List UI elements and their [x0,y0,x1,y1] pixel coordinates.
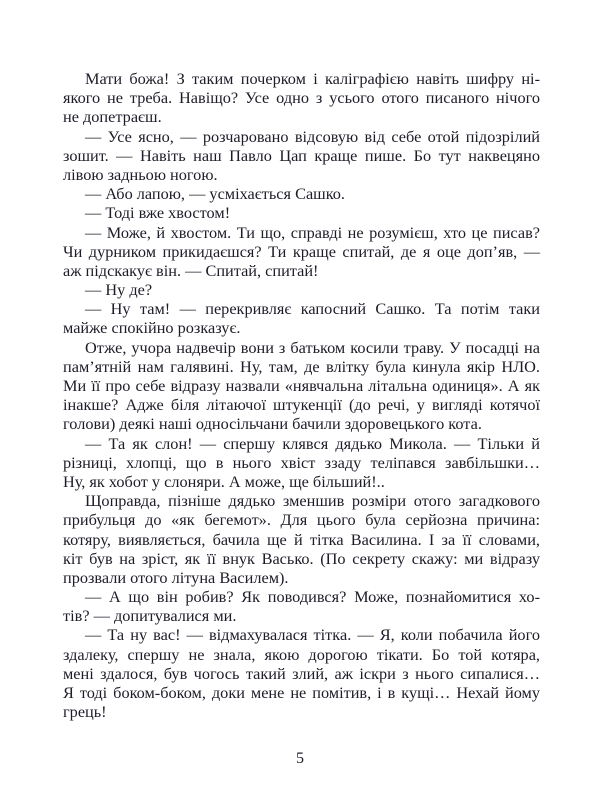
text-line: — Може, й хвостом. Ти що, справді не розумієш, хто це писав? [85,222,540,242]
text-line: тів? — допитувалися ми. [63,606,237,626]
paragraph [63,69,540,127]
text-line: мені здалося, був чогось такий злий, аж іскри з нього сипалися… [63,663,540,683]
paragraph [63,127,540,185]
text-line: аж підскакує він. — Спитай, спитай! [63,260,319,280]
text-line: — Усе ясно, — розчаровано відсовую від себе отой підозрілий [85,126,540,146]
text-line: різниці, хлопці, що в нього хвіст ззаду теліпався завбільшки… [63,452,540,472]
page-number: 5 [296,750,304,767]
paragraph [63,338,540,434]
text-line: пам’ятній нам галявині. Ну, там, де влітку була кинула якір НЛО. [63,356,540,376]
text-line: майже спокійно розказує. [63,318,241,338]
paragraph [63,491,540,587]
text-line: лівою задньою ногою. [63,164,218,184]
text-line: Ми її про себе відразу назвали «нявчальна літальна одиниця». А як [63,376,540,395]
text-line: — Тоді вже хвостом! [85,203,231,223]
page-body-text [63,69,540,721]
paragraph [63,184,540,203]
text-line: Ну, як хобот у слоняри. А може, ще більший!.. [63,471,385,491]
text-line: Щоправда, пізніше дядько зменшив розміри отого загадкового [85,491,540,511]
text-line: кіт був на зріст, як її внук Васько. (По секрету скажу: ми відразу [63,548,540,568]
text-line: Я тоді боком-боком, доки мене не помітив, і в кущі… Нехай йому [63,683,540,702]
text-line: — Та ну вас! — відмахувалася тітка. — Я, коли побачила його [85,625,540,645]
text-line: Отже, учора надвечір вони з батьком косили траву. У посадці на [85,337,540,357]
text-line: — Ну де? [85,280,153,300]
text-line: грець! [63,702,107,722]
text-line: прибульця до «як бегемот». Для цього була серйозна причина: [63,510,540,530]
text-line: прозвали отого літуна Василем). [63,567,289,587]
text-line: зошит. — Навіть наш Павло Цап краще пише. Бо тут наквецяно [63,145,540,165]
text-line: — Та як слон! — спершу клявся дядько Микола. — Тільки й [85,433,540,453]
text-line: — Ну там! — перекривляє капосний Сашко. Та потім таки [85,299,540,319]
text-line: — А що він робив? Як поводився? Може, познайомитися хо- [85,587,540,607]
text-line: Мати божа! З таким почерком і каліграфією навіть шифру ні- [85,69,540,88]
paragraph [63,203,540,222]
text-line: не допетраєш. [63,107,162,127]
paragraph [63,625,540,721]
text-line: — Або лапою, — усміхається Сашко. [85,184,345,204]
text-line: котяру, виявляється, бачила ще й тітка Василина. І за її словами, [63,529,540,549]
text-line: голови) деякі наші односільчани бачили здоровецького кота. [63,414,482,434]
paragraph [63,223,540,281]
paragraph [63,587,540,625]
text-line: Чи дурником прикидаєшся? Ти краще спитай, де я оце доп’яв, — [63,241,540,261]
text-line: здалеку, спершу не знала, якою дорогою тікати. Бо той котяра, [63,644,540,664]
text-line: інакше? Адже біля літаючої штукенції (до речі, у вигляді котячої [63,395,540,415]
paragraph [63,280,540,299]
paragraph [63,434,540,492]
text-line: якого не треба. Навіщо? Усе одно з усього отого писаного нічого [63,88,540,108]
paragraph [63,299,540,337]
